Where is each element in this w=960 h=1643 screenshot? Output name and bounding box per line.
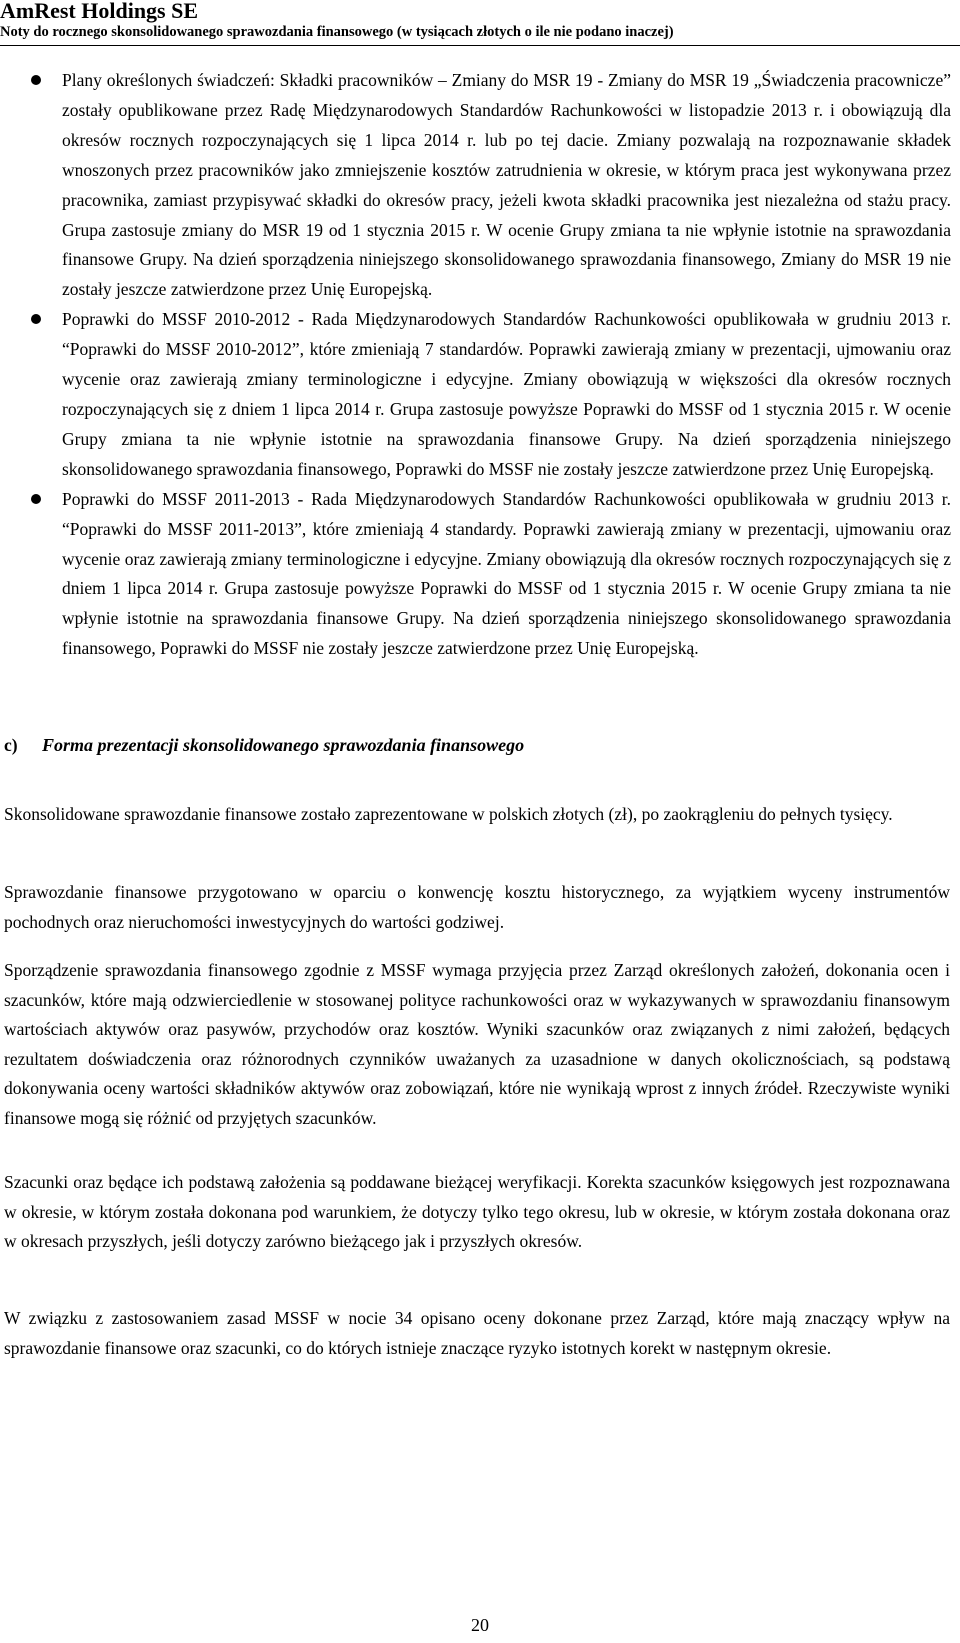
bullet-item bbox=[62, 305, 951, 484]
bullet-list bbox=[62, 66, 951, 664]
paragraph-note-34: W związku z zastosowaniem zasad MSSF w nocie 34 opisano oceny dokonane przez Zarząd, które mają znaczący wpływ na sprawozdanie finansowe oraz szacunki, co do których istnieje znaczące ryzyko istotnych korekt w następnym okresie. bbox=[4, 1308, 950, 1358]
bullet-icon bbox=[31, 75, 41, 85]
bullet-text: Poprawki do MSSF 2011-2013 - Rada Międzynarodowych Standardów Rachunkowości opublikowała w grudniu 2013 r. “Poprawki do MSSF 2011-2013”, które zmieniają 4 standardy. Poprawki zawierają zmiany w prezentacji, ujmowaniu oraz wycenie oraz zawierają zmiany terminologiczne i edycyjne. Zmiany obowiązują dla okresów rocznych rozpoczynających się z dniem 1 lipca 2014 r. Grupa zastosuje powyższe Poprawki do MSSF od 1 stycznia 2015 r. W ocenie Grupy zmiana ta nie wpłynie istotnie na sprawozdania finansowe Grupy. Na dzień sporządzenia niniejszego skonsolidowanego sprawozdania finansowego, Poprawki do MSSF nie zostały jeszcze zatwierdzone przez Unię Europejską. bbox=[62, 488, 951, 659]
document-subtitle: Noty do rocznego skonsolidowanego sprawozdania finansowego (w tysiącach złotych o ile nie podano inaczej) bbox=[0, 24, 674, 40]
bullet-item bbox=[62, 485, 951, 664]
section-letter: c) bbox=[4, 735, 18, 755]
page-header bbox=[0, 0, 960, 46]
bullet-text: Plany określonych świadczeń: Składki pracowników – Zmiany do MSR 19 - Zmiany do MSR 19 „Świadczenia pracownicze” zostały opublikowane przez Radę Międzynarodowych Standardów Rachunkowości w listopadzie 2013 r. i obowiązują dla okresów rocznych rozpoczynających się 1 lipca 2014 r. lub po tej dacie. Zmiany pozwalają na rozpoznawanie składek wnoszonych przez pracowników jako zmniejszenie kosztów zatrudnienia w okresie, w którym praca jest wykonywana przez pracownika, zamiast przypisywać składki do okresów pracy, jeżeli kwota składki pracownika jest niezależna od stażu pracy. Grupa zastosuje zmiany do MSR 19 od 1 stycznia 2015 r. W ocenie Grupy zmiana ta nie wpłynie istotnie na sprawozdania finansowe Grupy. Na dzień sporządzenia niniejszego skonsolidowanego sprawozdania finansowego, Zmiany do MSR 19 nie zostały jeszcze zatwierdzone przez Unię Europejską. bbox=[62, 70, 951, 300]
bullet-item bbox=[62, 66, 951, 305]
bullet-icon bbox=[31, 314, 41, 324]
paragraph-historical-cost: Sprawozdanie finansowe przygotowano w oparciu o konwencję kosztu historycznego, za wyjątkiem wyceny instrumentów pochodnych oraz nieruchomości inwestycyjnych do wartości godziwej. bbox=[4, 882, 950, 932]
section-heading bbox=[0, 732, 960, 758]
bullet-text: Poprawki do MSSF 2010-2012 - Rada Międzynarodowych Standardów Rachunkowości opublikowała w grudniu 2013 r. “Poprawki do MSSF 2010-2012”, które zmieniają 7 standardów. Poprawki zawierają zmiany w prezentacji, ujmowaniu oraz wycenie oraz zawierają zmiany terminologiczne i edycyjne. Zmiany obowiązują w większości dla okresów rocznych rozpoczynających się z dniem 1 lipca 2014 r. Grupa zastosuje powyższe Poprawki do MSSF od 1 stycznia 2015 r. W ocenie Grupy zmiana ta nie wpłynie istotnie na sprawozdania finansowe Grupy. Na dzień sporządzenia niniejszego skonsolidowanego sprawozdania finansowego, Poprawki do MSSF nie zostały jeszcze zatwierdzone przez Unię Europejską. bbox=[62, 309, 951, 479]
paragraph-estimate-review: Szacunki oraz będące ich podstawą założenia są poddawane bieżącej weryfikacji. Korekta szacunków księgowych jest rozpoznawana w okresie, w którym została dokonana pod warunkiem, że dotyczy tylko tego okresu, lub w okresie, w którym została dokonana oraz w okresach przyszłych, jeśli dotyczy zarówno bieżącego jak i przyszłych okresów. bbox=[4, 1172, 950, 1251]
main-content bbox=[0, 66, 960, 664]
section-title: Forma prezentacji skonsolidowanego sprawozdania finansowego bbox=[42, 735, 525, 755]
paragraph-estimates: Sporządzenie sprawozdania finansowego zgodnie z MSSF wymaga przyjęcia przez Zarząd określonych założeń, dokonania ocen i szacunków, które mają odzwierciedlenie w stosowanej polityce rachunkowości oraz w wykazywanych w sprawozdaniu finansowym wartościach aktywów oraz pasywów, przychodów oraz kosztów. Wyniki szacunków oraz związanych z nimi założeń, będących rezultatem doświadczenia oraz różnorodnych czynników uważanych za uzasadnione w danych okolicznościach, są podstawą dokonywania oceny wartości składników aktywów oraz zobowiązań, które nie wynikają wprost z innych źródeł. Rzeczywiste wyniki finansowe mogą się różnić od przyjętych szacunków. bbox=[4, 960, 950, 1128]
paragraph-presentation-currency: Skonsolidowane sprawozdanie finansowe zostało zaprezentowane w polskich złotych (zł), po zaokrągleniu do pełnych tysięcy. bbox=[4, 804, 893, 824]
bullet-icon bbox=[31, 494, 41, 504]
company-title: AmRest Holdings SE bbox=[0, 0, 199, 23]
header-divider bbox=[0, 45, 960, 46]
page-number: 20 bbox=[471, 1615, 489, 1635]
